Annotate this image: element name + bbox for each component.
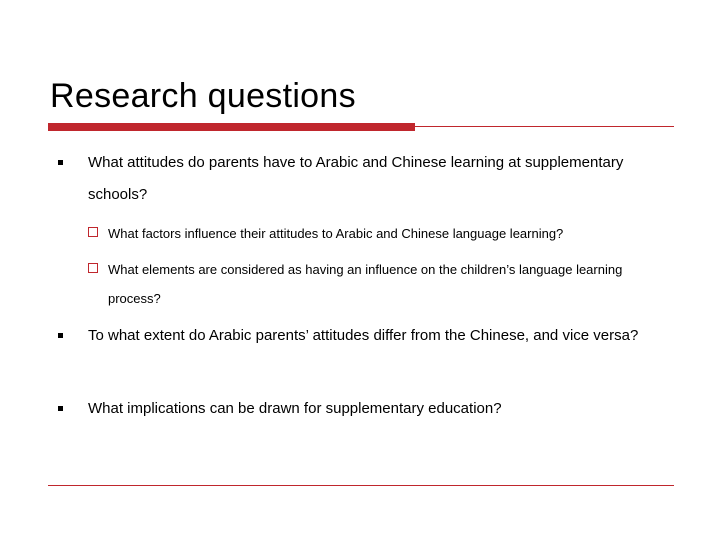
hollow-square-bullet-icon: [88, 227, 98, 237]
square-bullet-icon: [58, 406, 63, 411]
title-underline-thick: [48, 123, 415, 131]
sub-bullet-text: What factors influence their attitudes to Arabic and Chinese language learning?: [108, 226, 564, 241]
sub-bullet-item-2: [108, 255, 668, 313]
sub-bullet-item-1: [108, 219, 668, 248]
bullet-text: What implications can be drawn for supplementary education?: [88, 400, 502, 417]
square-bullet-icon: [58, 160, 63, 165]
bullet-text: To what extent do Arabic parents’ attitudes differ from the Chinese, and vice versa?: [88, 327, 639, 344]
bullet-text: What attitudes do parents have to Arabic and Chinese learning at supplementary schools?: [88, 154, 624, 203]
square-bullet-icon: [58, 333, 63, 338]
hollow-square-bullet-icon: [88, 263, 98, 273]
bullet-item-1: [88, 147, 678, 211]
footer-rule: [48, 485, 674, 486]
sub-bullet-text: What elements are considered as having an influence on the children’s language learning process?: [108, 262, 623, 306]
bullet-item-3: [88, 393, 678, 425]
bullet-item-2: [88, 320, 678, 352]
slide-title: Research questions: [50, 77, 356, 115]
